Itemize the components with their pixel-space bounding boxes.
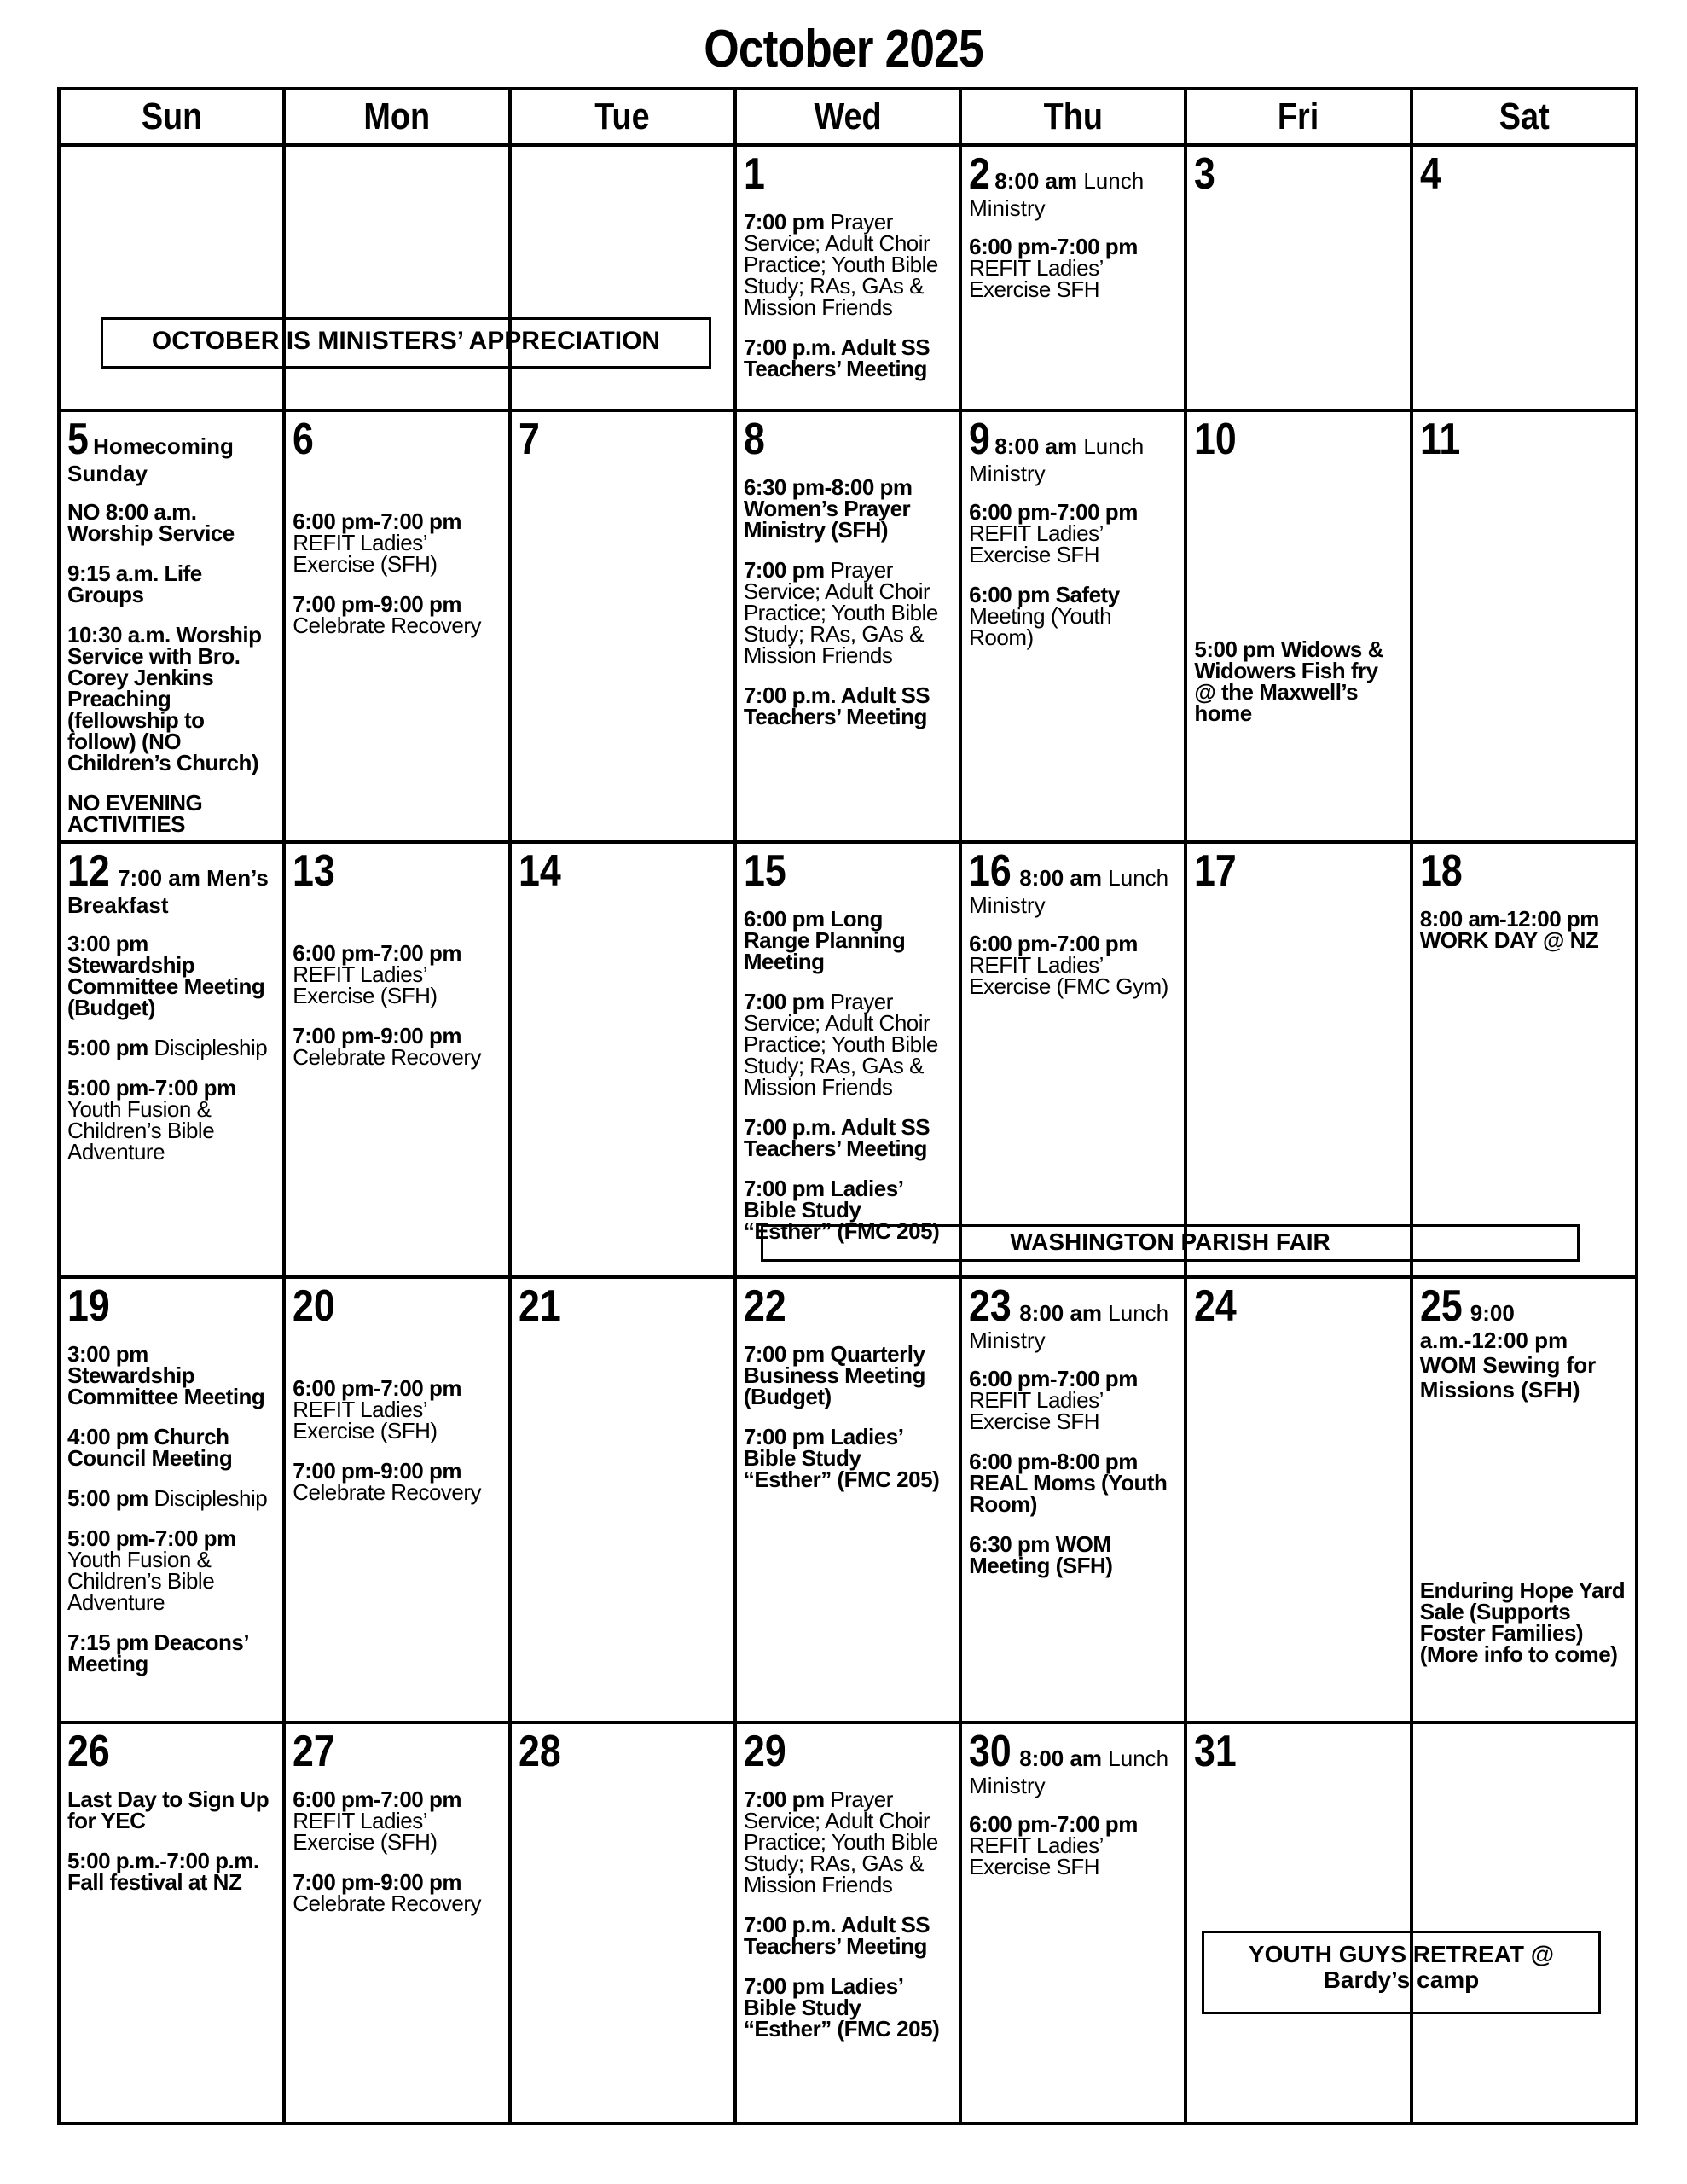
event-text: REFIT Ladies’ Exercise (SFH) [293,961,438,1008]
day-number: 1 [743,149,765,199]
day-header [969,846,1177,918]
calendar-title: October 2025 [704,20,983,78]
day-number: 23 [969,1281,1012,1331]
day-header [1194,417,1402,462]
event-time: 6:00 pm-7:00 pm [293,940,461,966]
event-time: NO EVENING ACTIVITIES [67,790,203,837]
day-cell [1412,842,1637,1277]
event-time: 6:00 pm-7:00 pm [293,1375,461,1401]
calendar-event [744,991,952,1098]
day-cell [59,1277,284,1722]
day-cell [735,842,960,1277]
event-time: 4:00 pm Church Council Meeting [67,1424,233,1471]
day-cell [284,1277,509,1722]
day-cell [735,410,960,842]
youth-retreat-banner: YOUTH GUYS RETREAT @ Bardy’s camp [1202,1931,1601,2014]
weekday-fri: Fri [1186,89,1411,145]
day-header [969,1729,1177,1798]
day-number: 22 [743,1281,786,1331]
day-cell-empty [1412,1722,1637,2123]
event-time: 7:00 pm [743,1786,825,1812]
event-text: Celebrate Recovery [293,1479,482,1505]
calendar-event [969,499,1177,567]
day-cell [510,410,735,842]
weekday-header-row [59,89,1637,145]
calendar-event [67,499,275,546]
day-cell [1186,410,1411,842]
calendar-event [744,1426,952,1490]
day-header [67,1281,275,1331]
event-text: Discipleship [148,1485,268,1511]
day-header [744,417,952,462]
day-cell [960,410,1186,842]
day-number: 4 [1419,149,1441,199]
event-time: 5:00 p.m.-7:00 p.m. Fall festival at NZ [67,1848,259,1895]
day-header [1194,846,1402,896]
calendar-event [293,1025,501,1068]
calendar-event [293,1458,501,1505]
calendar-event [743,682,952,729]
day-number: 8 [743,415,765,464]
day-cell [1412,410,1637,842]
day-cell [284,842,509,1277]
day-number: 20 [293,1281,336,1331]
week-row-1 [59,145,1637,410]
inline-event [969,433,1144,486]
event-time: 8:00 am [1019,1745,1103,1771]
event-text: REFIT Ladies’ Exercise (SFH) [293,1808,438,1855]
weekday-sun: Sun [59,89,284,145]
event-text: Celebrate Recovery [293,1891,482,1916]
event-time: 6:00 pm-8:00 pm REAL Moms (Youth Room) [969,1449,1168,1517]
calendar-event [67,1341,275,1409]
ministers-appreciation-banner: OCTOBER IS MINISTERS’ APPRECIATION [101,317,711,369]
day-header [1194,1729,1402,1774]
day-cell-empty [510,145,735,410]
event-time: 9:00 a.m.-12:00 pm WOM Sewing for Missions (SFH) [1419,1300,1597,1403]
day-header [519,417,727,462]
day-header [743,846,952,896]
event-time: Last Day to Sign Up for YEC [67,1786,270,1833]
event-text: REFIT Ladies’ Exercise (FMC Gym) [969,952,1168,999]
day-cell [960,1277,1186,1722]
calendar-event [293,1786,501,1855]
day-header [743,1281,952,1331]
event-time: 6:00 pm-7:00 pm [969,931,1138,956]
calendar-event [743,1973,952,2042]
event-text: Prayer Service; Adult Choir Practice; Youth Bible Study; RAs, GAs & Mission Friends [743,557,938,668]
calendar-event [293,508,501,577]
event-text: Prayer Service; Adult Choir Practice; Youth Bible Study; RAs, GAs & Mission Friends [743,989,938,1100]
day-cell [59,410,284,842]
event-time: 7:00 p.m. Adult SS Teachers’ Meeting [743,334,930,381]
day-number: 19 [67,1281,110,1331]
inline-event [969,168,1144,221]
day-header [518,846,727,896]
day-cell [735,1722,960,2123]
event-time: 8:00 am-12:00 pm WORK DAY @ NZ [1419,906,1599,953]
calendar-event [743,1114,952,1161]
event-time: 3:00 pm Stewardship Committee Meeting (Budget) [67,931,265,1020]
calendar-event [969,1531,1177,1578]
event-text: REFIT Ladies’ Exercise (SFH) [293,530,438,577]
event-text: REFIT Ladies’ Exercise SFH [969,1833,1103,1879]
week-row-3 [59,842,1637,1277]
day-number: 27 [293,1727,336,1776]
event-text: Youth Fusion & Children’s Bible Adventure [67,1547,215,1615]
calendar-event [67,790,275,837]
event-time: 6:00 pm-7:00 pm [293,1786,461,1812]
calendar-event [969,933,1177,997]
calendar-event [67,563,275,606]
event-time: 7:00 p.m. Adult SS Teachers’ Meeting [743,1114,930,1161]
calendar-event [1419,1577,1628,1667]
day-number: 25 [1419,1281,1463,1331]
day-cell-empty [59,145,284,410]
event-time: 7:15 pm Deacons’ Meeting [67,1629,248,1676]
day-number: 9 [969,415,990,464]
calendar-event [67,1426,275,1469]
day-header [1419,846,1628,896]
day-header [1194,1281,1402,1331]
event-text: Celebrate Recovery [293,613,482,638]
calendar-event [743,906,952,974]
day-cell [735,145,960,410]
event-text: REFIT Ladies’ Exercise (SFH) [293,1397,438,1443]
day-number: 16 [969,846,1012,896]
event-time: 5:00 pm-7:00 pm [67,1075,236,1101]
event-time: 7:00 pm [743,557,825,583]
calendar-event [293,1869,501,1916]
day-number: 30 [969,1727,1012,1776]
day-cell [735,1277,960,1722]
day-number: 13 [293,846,336,896]
event-time: 7:00 pm-9:00 pm [293,1023,461,1048]
day-number: 11 [1419,415,1460,464]
event-time: 7:00 pm Ladies’ Bible Study “Esther” (FMC 205) [743,1973,940,2042]
day-cell [59,1722,284,2123]
day-cell [960,842,1186,1277]
event-time: 5:00 pm Widows & Widowers Fish fry @ the Maxwell’s home [1194,636,1383,726]
day-header [67,1729,275,1774]
event-text: Lunch Ministry [969,1300,1169,1353]
event-time: 7:00 pm Quarterly Business Meeting (Budget) [743,1341,925,1409]
day-number: 21 [518,1281,561,1331]
calendar-event [67,624,275,774]
event-time: 6:00 pm-7:00 pm [969,499,1138,525]
day-number: 5 [67,415,89,464]
day-header [293,1729,501,1774]
weekday-mon: Mon [284,89,509,145]
day-number: 18 [1419,846,1463,896]
calendar-event [969,584,1177,648]
day-header [293,846,501,896]
parish-fair-banner: WASHINGTON PARISH FAIR [761,1224,1580,1262]
calendar-event [67,933,275,1019]
calendar-event [969,1811,1177,1879]
event-text: Prayer Service; Adult Choir Practice; Youth Bible Study; RAs, GAs & Mission Friends [743,209,938,320]
calendar-event [743,334,952,381]
calendar-event [743,209,952,320]
calendar-event [969,236,1177,300]
calendar-event [969,1368,1177,1432]
weekday-sat: Sat [1412,89,1637,145]
event-time: 5:00 pm [67,1035,148,1060]
calendar-event [1194,636,1402,726]
event-time: 6:30 pm-8:00 pm Women’s Prayer Ministry (SFH) [743,474,913,543]
event-text: Celebrate Recovery [293,1044,482,1070]
day-header [519,1729,727,1774]
day-cell [59,842,284,1277]
event-time: 7:00 am Men’s Breakfast [67,865,269,918]
day-header [1420,417,1628,462]
day-cell [1412,1277,1637,1722]
calendar-event [67,1850,275,1893]
day-cell-empty [284,145,509,410]
event-time: 7:00 p.m. Adult SS Teachers’ Meeting [743,682,930,729]
day-cell [1186,1722,1411,2123]
calendar-event [743,474,952,543]
calendar-event [743,557,952,668]
event-time: 8:00 am [1019,865,1103,891]
event-time: 8:00 am [994,433,1078,459]
event-time: NO 8:00 a.m. Worship Service [67,499,235,546]
day-cell [1186,842,1411,1277]
event-time: 7:00 pm [743,989,825,1014]
day-cell [510,842,735,1277]
day-number: 15 [743,846,786,896]
event-text: Discipleship [148,1035,268,1060]
weekday-wed: Wed [735,89,960,145]
day-cell [960,1722,1186,2123]
day-cell [284,1722,509,2123]
event-time: 3:00 pm Stewardship Committee Meeting [67,1341,265,1409]
day-number: 3 [1194,149,1216,199]
calendar-event [743,1786,952,1897]
event-time: 8:00 am [1019,1300,1103,1326]
day-header [67,846,275,918]
day-number: 7 [518,415,540,464]
day-header [969,149,1177,221]
week-row-2 [59,410,1637,842]
day-cell [510,1277,735,1722]
day-header [969,417,1177,486]
event-text: Lunch Ministry [969,1745,1169,1798]
day-header [518,1281,727,1331]
event-time: 6:00 pm-7:00 pm [969,1811,1138,1837]
weekday-tue: Tue [510,89,735,145]
day-number: 12 [67,846,110,896]
event-text: Meeting (Youth Room) [969,603,1112,650]
calendar-event [293,940,501,1008]
event-time: 6:00 pm Long Range Planning Meeting [743,906,906,974]
day-cell [284,410,509,842]
event-text: REFIT Ladies’ Exercise SFH [969,1387,1103,1434]
calendar-event [67,1629,275,1676]
day-cell [510,1722,735,2123]
event-text: Lunch Ministry [969,865,1169,918]
event-text: Youth Fusion & Children’s Bible Adventure [67,1096,215,1165]
day-header [1194,149,1402,199]
event-time: 6:00 pm-7:00 pm [293,508,461,534]
calendar-event [744,1914,952,1957]
day-number: 14 [518,846,561,896]
event-time: 7:00 pm Ladies’ Bible Study “Esther” (FMC 205) [743,1424,940,1492]
day-header [969,1281,1177,1353]
event-time: 6:00 pm-7:00 pm [969,234,1138,259]
calendar-event [293,591,501,638]
day-header [744,1729,952,1774]
event-time: 6:30 pm WOM Meeting (SFH) [969,1531,1113,1578]
event-text: Prayer Service; Adult Choir Practice; Youth Bible Study; RAs, GAs & Mission Friends [743,1786,938,1897]
day-number: 2 [969,149,990,199]
event-text: REFIT Ladies’ Exercise SFH [969,255,1103,302]
event-time: 7:00 pm Ladies’ Bible Study “Esther” (FMC 205) [743,1176,940,1244]
event-time: 6:00 pm-7:00 pm [969,1366,1138,1391]
calendar-event [293,1375,501,1443]
calendar-event [969,1451,1177,1515]
event-text: Lunch Ministry [969,168,1145,221]
calendar-grid [57,87,1638,2125]
day-cell [1186,145,1411,410]
day-cell [960,145,1186,410]
calendar-event [67,1786,275,1833]
event-time: Homecoming Sunday [67,433,234,486]
day-number: 28 [518,1727,561,1776]
event-time: 10:30 a.m. Worship Service with Bro. Corey Jenkins Preaching (fellowship to follow) (NO Children’s Church) [67,622,262,775]
day-number: 17 [1194,846,1238,896]
event-text: REFIT Ladies’ Exercise SFH [969,520,1103,567]
calendar-event [743,1341,952,1409]
day-number: 6 [293,415,315,464]
event-time: 7:00 pm-9:00 pm [293,1869,461,1895]
day-cell [1412,145,1637,410]
event-time: 7:00 p.m. Adult SS Teachers’ Meeting [743,1912,930,1959]
day-header [1419,1281,1628,1403]
event-time: 7:00 pm-9:00 pm [293,1458,461,1484]
day-number: 24 [1194,1281,1238,1331]
calendar-event [67,1525,275,1615]
day-header [1419,149,1628,199]
week-row-5 [59,1722,1637,2123]
calendar-event [67,1485,275,1511]
event-time: 5:00 pm [67,1485,148,1511]
weekday-thu: Thu [960,89,1186,145]
event-time: Enduring Hope Yard Sale (Supports Foster Families) (More info to come) [1419,1577,1626,1667]
event-text: Lunch Ministry [969,433,1145,486]
day-number: 29 [743,1727,786,1776]
day-header [293,417,501,462]
event-time: 8:00 am [994,168,1078,194]
event-time: 6:00 pm Safety [969,582,1120,607]
event-time: 7:00 pm-9:00 pm [293,591,461,617]
day-header [67,417,275,486]
event-time: 5:00 pm-7:00 pm [67,1525,236,1551]
day-number: 26 [67,1727,110,1776]
calendar-event [67,1037,275,1059]
day-number: 10 [1194,415,1238,464]
event-time: 7:00 pm [743,209,825,235]
day-header [743,149,952,199]
day-cell [1186,1277,1411,1722]
week-row-4 [59,1277,1637,1722]
event-time: 9:15 a.m. Life Groups [67,561,202,607]
calendar-event [67,1077,275,1163]
calendar-event [1419,906,1628,953]
day-header [293,1281,501,1331]
day-number: 31 [1194,1727,1238,1776]
inline-event [67,433,234,486]
